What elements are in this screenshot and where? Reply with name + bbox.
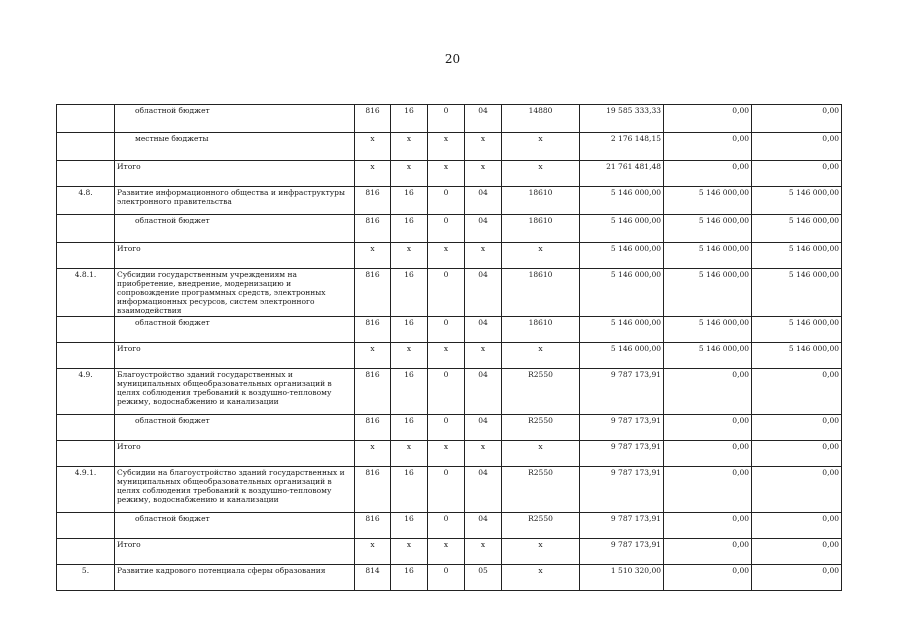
code-event: x (465, 161, 502, 187)
table-row (57, 467, 842, 513)
code-subprogram: 0 (428, 105, 465, 133)
amount-year-1: 9 787 173,91 (580, 467, 664, 513)
amount-year-2: 0,00 (664, 513, 752, 539)
code-direction: x (502, 243, 580, 269)
table-row (57, 133, 842, 161)
table-row (57, 187, 842, 215)
code-ministry: 816 (355, 187, 391, 215)
code-direction: x (502, 539, 580, 565)
row-number (57, 161, 115, 187)
amount-year-3: 0,00 (752, 467, 842, 513)
amount-year-1: 5 146 000,00 (580, 269, 664, 317)
code-ministry: 816 (355, 317, 391, 343)
amount-year-3: 0,00 (752, 161, 842, 187)
code-direction: x (502, 343, 580, 369)
table-row (57, 161, 842, 187)
code-program: x (391, 539, 428, 565)
code-direction: x (502, 441, 580, 467)
code-event: 04 (465, 513, 502, 539)
amount-year-2: 5 146 000,00 (664, 269, 752, 317)
table-row (57, 105, 842, 133)
code-ministry: x (355, 133, 391, 161)
row-number: 4.9. (57, 369, 115, 415)
table-row (57, 243, 842, 269)
code-event: x (465, 539, 502, 565)
code-program: 16 (391, 565, 428, 591)
table-row (57, 369, 842, 415)
table-row (57, 415, 842, 441)
row-name: Субсидии на благоустройство зданий государственных и муниципальных общеобразовательных организаций в целях соблюдения требований к воздушно-тепловому режиму, водоснабжению и канализации (115, 467, 355, 513)
row-number (57, 243, 115, 269)
code-program: 16 (391, 369, 428, 415)
code-ministry: 814 (355, 565, 391, 591)
code-program: 16 (391, 215, 428, 243)
table-row (57, 539, 842, 565)
code-ministry: x (355, 343, 391, 369)
code-program: 16 (391, 187, 428, 215)
code-direction: R2550 (502, 467, 580, 513)
amount-year-3: 5 146 000,00 (752, 243, 842, 269)
code-event: 04 (465, 467, 502, 513)
amount-year-1: 5 146 000,00 (580, 215, 664, 243)
row-name: Благоустройство зданий государственных и муниципальных общеобразовательных организаций в целях соблюдения требований к воздушно-тепловому режиму, водоснабжению и канализации (115, 369, 355, 415)
code-direction: 18610 (502, 187, 580, 215)
row-name: областной бюджет (115, 513, 355, 539)
code-ministry: 816 (355, 269, 391, 317)
code-program: 16 (391, 467, 428, 513)
amount-year-2: 0,00 (664, 415, 752, 441)
code-event: 04 (465, 415, 502, 441)
page-number: 20 (444, 52, 461, 66)
row-name: Итого (115, 343, 355, 369)
amount-year-1: 9 787 173,91 (580, 415, 664, 441)
amount-year-3: 5 146 000,00 (752, 269, 842, 317)
amount-year-2: 5 146 000,00 (664, 317, 752, 343)
amount-year-3: 0,00 (752, 513, 842, 539)
code-event: 05 (465, 565, 502, 591)
code-subprogram: 0 (428, 269, 465, 317)
amount-year-1: 5 146 000,00 (580, 243, 664, 269)
code-event: 04 (465, 187, 502, 215)
code-direction: 18610 (502, 269, 580, 317)
amount-year-2: 0,00 (664, 369, 752, 415)
code-program: 16 (391, 317, 428, 343)
table-row (57, 565, 842, 591)
code-ministry: 816 (355, 467, 391, 513)
code-subprogram: 0 (428, 317, 465, 343)
amount-year-2: 0,00 (664, 565, 752, 591)
amount-year-1: 21 761 481,48 (580, 161, 664, 187)
row-number (57, 343, 115, 369)
amount-year-1: 1 510 320,00 (580, 565, 664, 591)
amount-year-2: 5 146 000,00 (664, 187, 752, 215)
amount-year-2: 0,00 (664, 467, 752, 513)
row-name: Развитие кадрового потенциала сферы образования (115, 565, 355, 591)
code-program: 16 (391, 269, 428, 317)
row-number: 4.8. (57, 187, 115, 215)
row-name: Итого (115, 161, 355, 187)
code-direction: 18610 (502, 317, 580, 343)
amount-year-3: 0,00 (752, 565, 842, 591)
row-name: Итого (115, 243, 355, 269)
amount-year-2: 0,00 (664, 133, 752, 161)
code-event: 04 (465, 369, 502, 415)
code-direction: R2550 (502, 415, 580, 441)
row-name: Итого (115, 441, 355, 467)
code-program: x (391, 343, 428, 369)
amount-year-3: 0,00 (752, 133, 842, 161)
table-row (57, 441, 842, 467)
amount-year-1: 19 585 333,33 (580, 105, 664, 133)
code-direction: x (502, 565, 580, 591)
table-row (57, 215, 842, 243)
code-subprogram: 0 (428, 565, 465, 591)
row-name: областной бюджет (115, 215, 355, 243)
amount-year-2: 0,00 (664, 539, 752, 565)
code-ministry: 816 (355, 415, 391, 441)
code-program: x (391, 441, 428, 467)
code-subprogram: 0 (428, 369, 465, 415)
row-name: областной бюджет (115, 317, 355, 343)
code-direction: x (502, 161, 580, 187)
row-number (57, 539, 115, 565)
amount-year-3: 0,00 (752, 539, 842, 565)
code-subprogram: x (428, 243, 465, 269)
code-program: x (391, 133, 428, 161)
code-event: 04 (465, 105, 502, 133)
table-row (57, 513, 842, 539)
row-number: 4.9.1. (57, 467, 115, 513)
row-name: Итого (115, 539, 355, 565)
code-event: 04 (465, 317, 502, 343)
row-number (57, 215, 115, 243)
amount-year-1: 9 787 173,91 (580, 539, 664, 565)
code-subprogram: 0 (428, 187, 465, 215)
code-event: 04 (465, 269, 502, 317)
code-direction: x (502, 133, 580, 161)
amount-year-3: 0,00 (752, 105, 842, 133)
code-ministry: 816 (355, 215, 391, 243)
row-number (57, 513, 115, 539)
amount-year-2: 5 146 000,00 (664, 243, 752, 269)
code-direction: R2550 (502, 369, 580, 415)
code-subprogram: 0 (428, 467, 465, 513)
row-number (57, 133, 115, 161)
row-number: 5. (57, 565, 115, 591)
amount-year-3: 0,00 (752, 415, 842, 441)
amount-year-1: 2 176 148,15 (580, 133, 664, 161)
code-subprogram: 0 (428, 415, 465, 441)
code-subprogram: x (428, 161, 465, 187)
row-name: областной бюджет (115, 105, 355, 133)
code-direction: R2550 (502, 513, 580, 539)
code-subprogram: x (428, 343, 465, 369)
code-ministry: 816 (355, 513, 391, 539)
code-subprogram: 0 (428, 513, 465, 539)
amount-year-2: 0,00 (664, 105, 752, 133)
row-number (57, 317, 115, 343)
code-subprogram: x (428, 441, 465, 467)
code-program: 16 (391, 415, 428, 441)
code-event: x (465, 343, 502, 369)
amount-year-1: 9 787 173,91 (580, 441, 664, 467)
row-number (57, 415, 115, 441)
code-ministry: x (355, 539, 391, 565)
table-row (57, 269, 842, 317)
amount-year-3: 0,00 (752, 441, 842, 467)
amount-year-1: 9 787 173,91 (580, 513, 664, 539)
code-ministry: 816 (355, 369, 391, 415)
code-event: x (465, 133, 502, 161)
code-ministry: x (355, 441, 391, 467)
code-program: 16 (391, 105, 428, 133)
code-subprogram: 0 (428, 215, 465, 243)
amount-year-2: 5 146 000,00 (664, 343, 752, 369)
amount-year-3: 5 146 000,00 (752, 317, 842, 343)
row-number (57, 441, 115, 467)
amount-year-3: 5 146 000,00 (752, 187, 842, 215)
amount-year-3: 5 146 000,00 (752, 343, 842, 369)
code-program: x (391, 161, 428, 187)
amount-year-1: 9 787 173,91 (580, 369, 664, 415)
row-number: 4.8.1. (57, 269, 115, 317)
row-name: местные бюджеты (115, 133, 355, 161)
code-subprogram: x (428, 133, 465, 161)
amount-year-3: 0,00 (752, 369, 842, 415)
code-direction: 18610 (502, 215, 580, 243)
row-name: Развитие информационного общества и инфраструктуры электронного правительства (115, 187, 355, 215)
row-name: областной бюджет (115, 415, 355, 441)
amount-year-2: 5 146 000,00 (664, 215, 752, 243)
table-row (57, 343, 842, 369)
code-event: x (465, 243, 502, 269)
amount-year-3: 5 146 000,00 (752, 215, 842, 243)
code-event: x (465, 441, 502, 467)
code-ministry: x (355, 161, 391, 187)
code-ministry: x (355, 243, 391, 269)
code-subprogram: x (428, 539, 465, 565)
code-direction: 14880 (502, 105, 580, 133)
amount-year-2: 0,00 (664, 441, 752, 467)
code-ministry: 816 (355, 105, 391, 133)
row-name: Субсидии государственным учреждениям на приобретение, внедрение, модернизацию и сопровождение программных средств, электронных информационных ресурсов, систем электронного взаимодействия (115, 269, 355, 317)
amount-year-2: 0,00 (664, 161, 752, 187)
amount-year-1: 5 146 000,00 (580, 187, 664, 215)
row-number (57, 105, 115, 133)
table-row (57, 317, 842, 343)
amount-year-1: 5 146 000,00 (580, 317, 664, 343)
budget-table (56, 104, 842, 591)
code-event: 04 (465, 215, 502, 243)
code-program: x (391, 243, 428, 269)
code-program: 16 (391, 513, 428, 539)
amount-year-1: 5 146 000,00 (580, 343, 664, 369)
